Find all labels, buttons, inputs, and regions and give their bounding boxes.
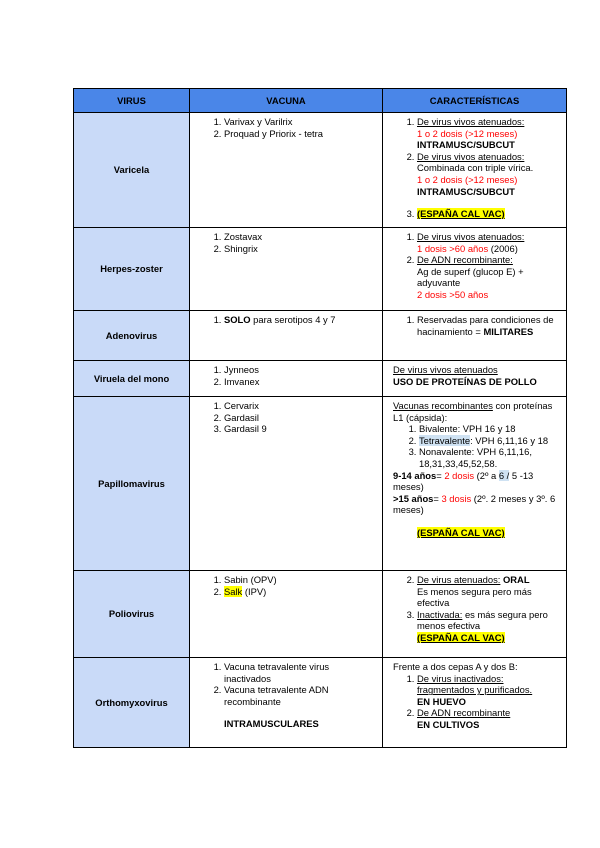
list-item: 1. Cervarix — [224, 400, 378, 412]
table-row — [74, 397, 567, 571]
list-item: 2. De virus vivos atenuados: Combinada con triple vírica. 1 o 2 dosis (>12 meses) INTRAMUSC/SUBCUT — [417, 151, 562, 208]
list-item: 3. Nonavalente: VPH 6,11,16, 18,31,33,45,52,58. — [419, 446, 562, 469]
vacuna-cell — [190, 311, 383, 361]
vacuna-cell — [190, 361, 383, 397]
caracteristicas-cell — [383, 571, 567, 658]
list-item: 1. De virus vivos atenuados: 1 o 2 dosis (>12 meses) INTRAMUSC/SUBCUT — [417, 116, 562, 151]
caracteristicas-cell: Vacunas recombinantes con proteínas L1 (cápsida): 1. Bivalente: VPH 16 y 18 2. Tetravalente: VPH 6,11,16 y 18 3. Nonavalente: VPH 6,11,16, 18,31,33,45,52,58. 9-14 años= 2 dosis (2º a 6 / 5 -13 meses) >15 años= 3 dosis (2º. 2 meses y 3º. 6 meses) (ESPAÑA CAL VAC) — [383, 397, 567, 571]
list-item — [417, 208, 562, 220]
list-item: 3. Gardasil 9 — [224, 423, 378, 435]
virus-cell: Varicela — [74, 113, 190, 228]
list-item: 2. Vacuna tetravalente ADN recombinante — [224, 684, 378, 707]
list-item: 1. Vacuna tetravalente virus inactivados — [224, 661, 378, 684]
caracteristicas-cell: Frente a dos cepas A y dos B: 1. De virus inactivados: fragmentados y purificados. EN HUEVO 2. De ADN recombinante EN CULTIVOS — [383, 658, 567, 748]
table-row — [74, 361, 567, 397]
list-item: 1. Sabin (OPV) — [224, 574, 378, 586]
list-item: 1. SOLO para serotipos 4 y 7 — [224, 314, 378, 326]
vacuna-cell: 1. Vacuna tetravalente virus inactivados 2. Vacuna tetravalente ADN recombinante INTRAMUSCULARES — [190, 658, 383, 748]
caracteristicas-cell: De virus vivos atenuados USO DE PROTEÍNAS DE POLLO — [383, 361, 567, 397]
virus-cell: Papillomavirus — [74, 397, 190, 571]
spain-calendar-badge: (ESPAÑA CAL VAC) — [417, 208, 505, 220]
list-item: 2. Imvanex — [224, 376, 378, 388]
list-item: 2. Salk (IPV) — [224, 586, 378, 598]
list-item: 1. De virus vivos atenuados: 1 dosis >60 años (2006) — [417, 231, 562, 254]
vaccine-table — [73, 88, 567, 748]
list-item: 2. De ADN recombinante EN CULTIVOS — [417, 707, 562, 730]
table-header-row — [74, 89, 567, 113]
list-item: 2. Proquad y Priorix - tetra — [224, 128, 378, 140]
virus-cell: Orthomyxovirus — [74, 658, 190, 748]
virus-cell: Viruela del mono — [74, 361, 190, 397]
virus-cell: Herpes-zoster — [74, 228, 190, 311]
virus-cell: Poliovirus — [74, 571, 190, 658]
header-vacuna: VACUNA — [190, 89, 383, 113]
list-item: 2. De ADN recombinante: Ag de superf (glucop E) + adyuvante 2 dosis >50 años — [417, 254, 562, 300]
table-row — [74, 311, 567, 361]
list-item: 1. Jynneos — [224, 364, 378, 376]
header-virus: VIRUS — [74, 89, 190, 113]
spain-calendar-badge: (ESPAÑA CAL VAC) — [417, 631, 505, 643]
list-item: 1. Reservadas para condiciones de hacinamiento = MILITARES — [417, 314, 562, 337]
list-item: 2. Gardasil — [224, 412, 378, 424]
caracteristicas-cell — [383, 228, 567, 311]
list-item: 3. Inactivada: es más segura pero menos efectiva (ESPAÑA CAL VAC) — [417, 609, 562, 644]
list-item: 2. De virus atenuados: ORAL Es menos segura pero más efectiva — [417, 574, 562, 609]
table-row — [74, 228, 567, 311]
caracteristicas-cell — [383, 113, 567, 228]
table-row — [74, 571, 567, 658]
caracteristicas-cell — [383, 311, 567, 361]
list-item: 2. Tetravalente: VPH 6,11,16 y 18 — [419, 435, 562, 447]
list-item: 1. Zostavax — [224, 231, 378, 243]
header-caracteristicas: CARACTERÍSTICAS — [383, 89, 567, 113]
table-row — [74, 658, 567, 748]
virus-cell: Adenovirus — [74, 311, 190, 361]
table-row — [74, 113, 567, 228]
vacuna-cell — [190, 571, 383, 658]
list-item: 1. Varivax y Varilrix — [224, 116, 378, 128]
vacuna-cell — [190, 397, 383, 571]
list-item: 2. Shingrix — [224, 243, 378, 255]
spain-calendar-badge: (ESPAÑA CAL VAC) — [417, 526, 505, 538]
vacuna-cell — [190, 113, 383, 228]
list-item: 1. Bivalente: VPH 16 y 18 — [419, 423, 562, 435]
vacuna-cell — [190, 228, 383, 311]
list-item: 1. De virus inactivados: fragmentados y purificados. EN HUEVO — [417, 673, 562, 708]
